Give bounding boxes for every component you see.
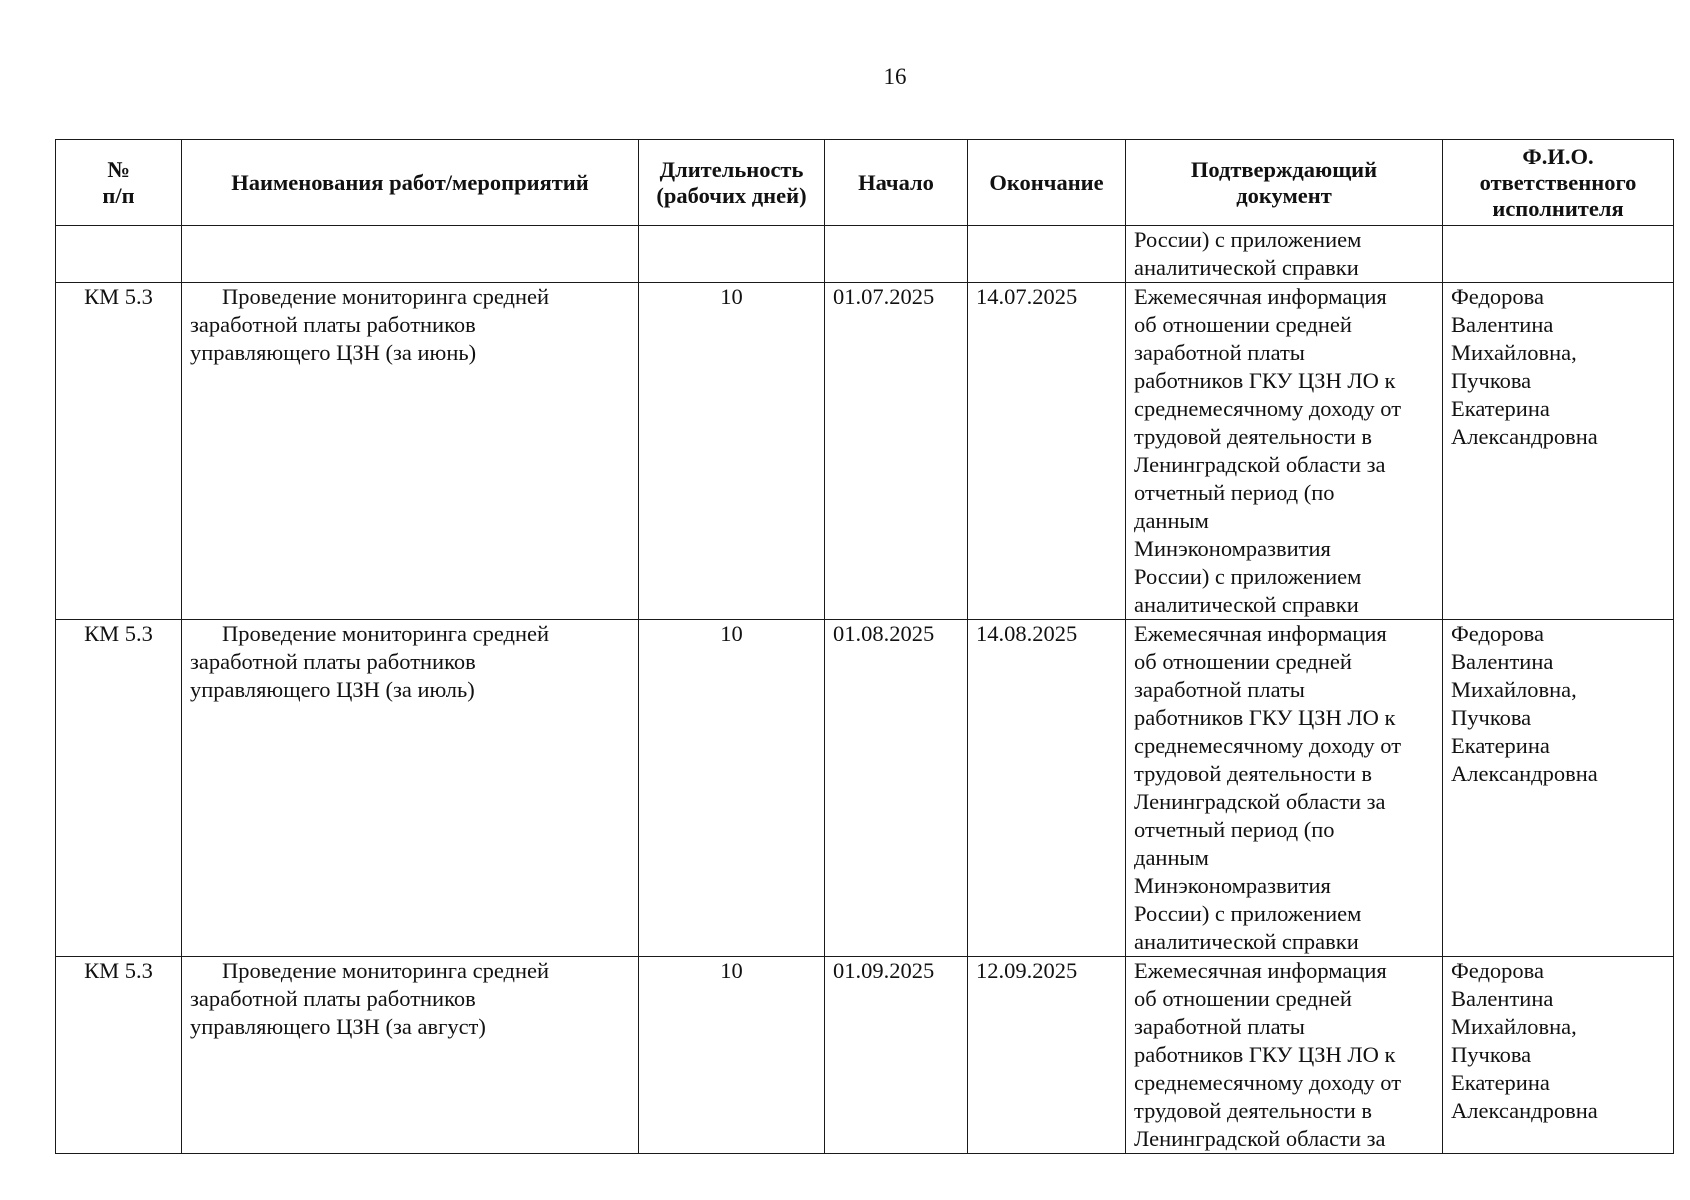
header-duration: Длительность (рабочих дней) bbox=[639, 140, 825, 226]
cell-num: КМ 5.3 bbox=[56, 957, 182, 1154]
cell-work bbox=[182, 226, 639, 283]
cell-end bbox=[968, 226, 1126, 283]
header-document: Подтверждающий документ bbox=[1126, 140, 1443, 226]
work-plan-table bbox=[55, 139, 1674, 1154]
cell-start: 01.07.2025 bbox=[825, 283, 968, 620]
header-person: Ф.И.О. ответственного исполнителя bbox=[1443, 140, 1674, 226]
header-start: Начало bbox=[825, 140, 968, 226]
table-header-row bbox=[56, 140, 1674, 226]
header-work: Наименования работ/мероприятий bbox=[182, 140, 639, 226]
cell-duration bbox=[639, 226, 825, 283]
cell-work: Проведение мониторинга средней заработной платы работников управляющего ЦЗН (за август) bbox=[182, 957, 639, 1154]
cell-num: КМ 5.3 bbox=[56, 620, 182, 957]
table-row bbox=[56, 283, 1674, 620]
page-number: 16 bbox=[883, 64, 907, 89]
cell-document: Ежемесячная информация об отношении средней заработной платы работников ГКУ ЦЗН ЛО к среднемесячному доходу от трудовой деятельности в Ленинградской области за отчетный период (по данным Минэкономразвития России) с приложением аналитической справки bbox=[1126, 283, 1443, 620]
cell-duration: 10 bbox=[639, 283, 825, 620]
cell-document: России) с приложением аналитической справки bbox=[1126, 226, 1443, 283]
cell-duration: 10 bbox=[639, 957, 825, 1154]
cell-start: 01.08.2025 bbox=[825, 620, 968, 957]
table-row-continuation bbox=[56, 226, 1674, 283]
table-row bbox=[56, 957, 1674, 1154]
cell-person bbox=[1443, 226, 1674, 283]
cell-document: Ежемесячная информация об отношении средней заработной платы работников ГКУ ЦЗН ЛО к среднемесячному доходу от трудовой деятельности в Ленинградской области за отчетный период (по данным Минэкономразвития России) с приложением аналитической справки bbox=[1126, 620, 1443, 957]
cell-work: Проведение мониторинга средней заработной платы работников управляющего ЦЗН (за июль) bbox=[182, 620, 639, 957]
cell-document: Ежемесячная информация об отношении средней заработной платы работников ГКУ ЦЗН ЛО к среднемесячному доходу от трудовой деятельности в Ленинградской области за bbox=[1126, 957, 1443, 1154]
cell-duration: 10 bbox=[639, 620, 825, 957]
cell-end: 12.09.2025 bbox=[968, 957, 1126, 1154]
table-row bbox=[56, 620, 1674, 957]
cell-person: Федорова Валентина Михайловна, Пучкова Екатерина Александровна bbox=[1443, 283, 1674, 620]
cell-start: 01.09.2025 bbox=[825, 957, 968, 1154]
cell-num bbox=[56, 226, 182, 283]
header-num: № п/п bbox=[56, 140, 182, 226]
cell-end: 14.08.2025 bbox=[968, 620, 1126, 957]
header-end: Окончание bbox=[968, 140, 1126, 226]
cell-person: Федорова Валентина Михайловна, Пучкова Екатерина Александровна bbox=[1443, 620, 1674, 957]
cell-person: Федорова Валентина Михайловна, Пучкова Екатерина Александровна bbox=[1443, 957, 1674, 1154]
cell-end: 14.07.2025 bbox=[968, 283, 1126, 620]
cell-start bbox=[825, 226, 968, 283]
cell-num: КМ 5.3 bbox=[56, 283, 182, 620]
cell-work: Проведение мониторинга средней заработной платы работников управляющего ЦЗН (за июнь) bbox=[182, 283, 639, 620]
